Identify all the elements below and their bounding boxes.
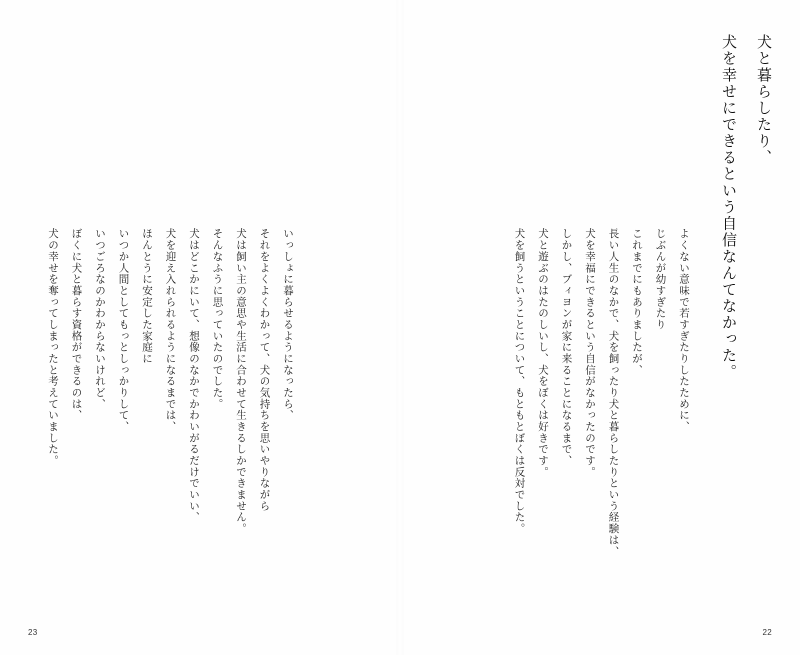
body-right	[500, 228, 688, 557]
body-line: いっしょに暮らせるようになったら、	[282, 228, 293, 421]
body-line: よくない意味で若すぎたりしたために、	[678, 228, 689, 433]
page-number-left: 23	[28, 628, 38, 637]
body-line: そんなふうに思っていたのでした。	[211, 228, 223, 410]
body-line: それをよくよくわかって、犬の気持ちを思いやりながら	[258, 228, 270, 512]
body-line: 犬の幸せを奪ってしまったと考えていました。	[47, 228, 58, 467]
body-line: これまでにもありましたが、	[631, 228, 642, 376]
page-right	[400, 0, 800, 655]
body-line: 長い人生のなかで、犬を飼ったり犬と暮らしたりという経験は、	[607, 228, 619, 557]
body-line: ぼくに犬と暮らす資格ができるのは、	[70, 228, 82, 421]
body-line: 犬と遊ぶのはたのしいし、犬をぼくは好きです。	[537, 228, 548, 478]
body-line: いつごろなのかわからないけれど、	[94, 228, 105, 410]
headline-right	[700, 34, 770, 381]
body-line: しかし、ブィヨンが家に来ることになるまで、	[560, 228, 572, 467]
body-line: 犬は飼い主の意思や生活に合わせて生きるしかできません。	[235, 228, 246, 535]
body-line: 犬を幸福にできるという自信がなかったのです。	[584, 228, 595, 478]
page-number-right: 22	[762, 628, 772, 637]
body-line: 犬を迎え入れられるようになるまでは、	[164, 228, 176, 433]
body-left	[34, 228, 293, 534]
headline-line: 犬を幸せにできるという自信なんてなかった。	[720, 34, 736, 381]
headline-line: 犬と暮らしたり、	[755, 34, 771, 166]
body-line: いつか人間としてもっとしっかりして、	[117, 228, 129, 433]
body-line: ほんとうに安定した家庭に	[141, 228, 152, 365]
body-line: 犬はどこかにいて、想像のなかでかわいがるだけでいい、	[188, 228, 199, 523]
body-line: じぶんが幼すぎたり	[654, 228, 666, 331]
body-line: 犬を飼うということについて、もともとぼくは反対でした。	[513, 228, 525, 535]
